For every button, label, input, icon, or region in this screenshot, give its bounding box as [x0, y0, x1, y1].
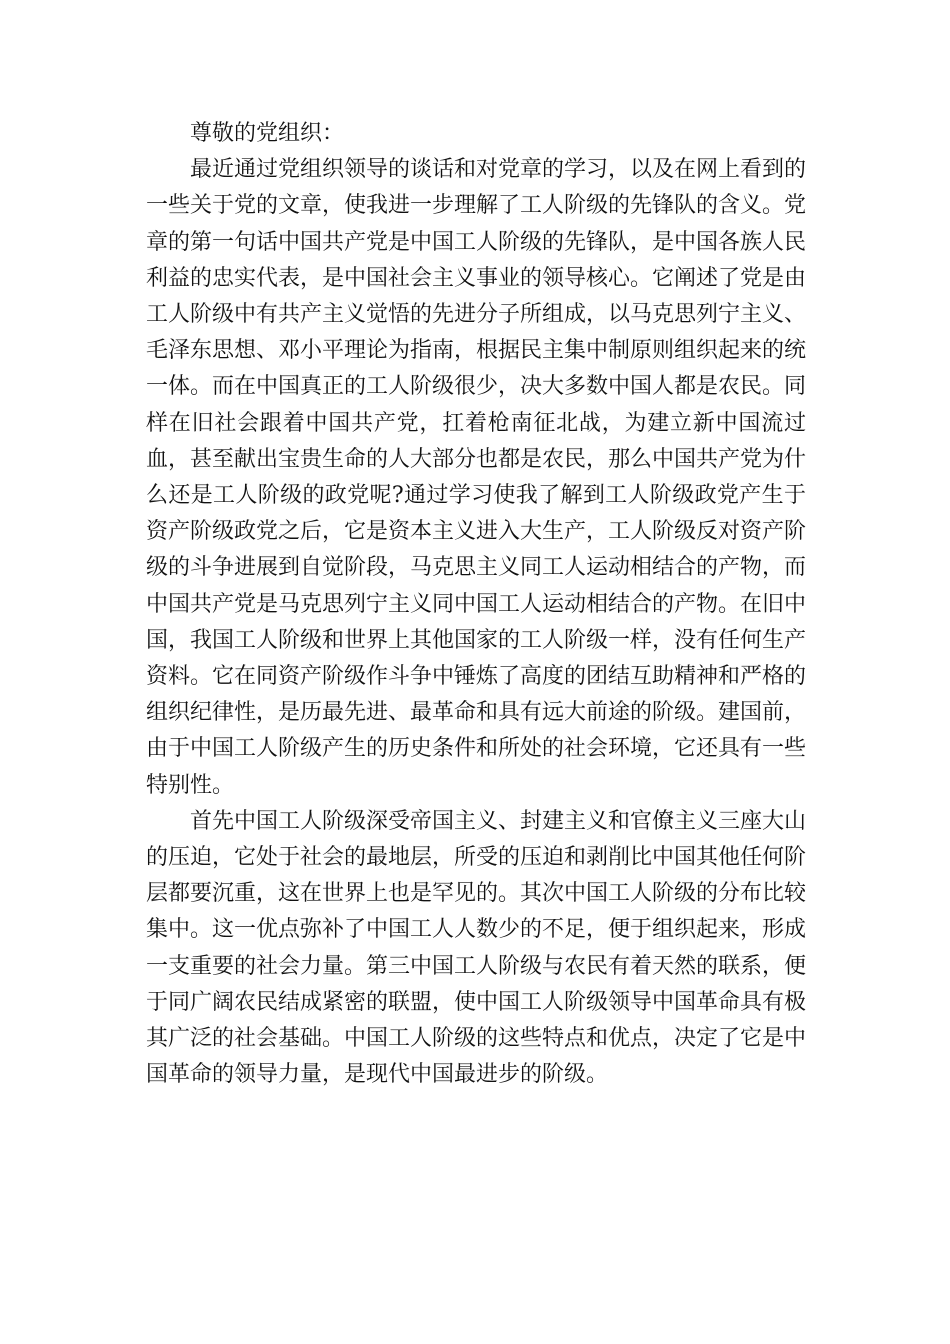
- letter-body: [146, 116, 806, 1093]
- paragraph-1: 最近通过党组织领导的谈话和对党章的学习，以及在网上看到的一些关于党的文章，使我进一步理解了工人阶级的先锋队的含义。党章的第一句话中国共产党是中国工人阶级的先锋队，是中国各族人民利益的忠实代表，是中国社会主义事业的领导核心。它阐述了党是由工人阶级中有共产主义觉悟的先进分子所组成，以马克思列宁主义、毛泽东思想、邓小平理论为指南，根据民主集中制原则组织起来的统一体。而在中国真正的工人阶级很少，决大多数中国人都是农民。同样在旧社会跟着中国共产党，扛着枪南征北战，为建立新中国流过血，甚至献出宝贵生命的人大部分也都是农民，那么中国共产党为什么还是工人阶级的政党呢?通过学习使我了解到工人阶级政党产生于资产阶级政党之后，它是资本主义进入大生产，工人阶级反对资产阶级的斗争进展到自觉阶段，马克思主义同工人运动相结合的产物，而中国共产党是马克思列宁主义同中国工人运动相结合的产物。在旧中国，我国工人阶级和世界上其他国家的工人阶级一样，没有任何生产资料。它在同资产阶级作斗争中锤炼了高度的团结互助精神和严格的组织纪律性，是历最先进、最革命和具有远大前途的阶级。建国前，由于中国工人阶级产生的历史条件和所处的社会环境，它还具有一些特别性。: [146, 157, 807, 798]
- salutation: 尊敬的党组织：: [190, 121, 345, 146]
- paragraph-2: 首先中国工人阶级深受帝国主义、封建主义和官僚主义三座大山的压迫，它处于社会的最地层，所受的压迫和剥削比中国其他任何阶层都要沉重，这在世界上也是罕见的。其次中国工人阶级的分布比较集中。这一优点弥补了中国工人人数少的不足，便于组织起来，形成一支重要的社会力量。第三中国工人阶级与农民有着天然的联系，便于同广阔农民结成紧密的联盟，使中国工人阶级领导中国革命具有极其广泛的社会基础。中国工人阶级的这些特点和优点，决定了它是中国革命的领导力量，是现代中国最进步的阶级。: [146, 808, 807, 1088]
